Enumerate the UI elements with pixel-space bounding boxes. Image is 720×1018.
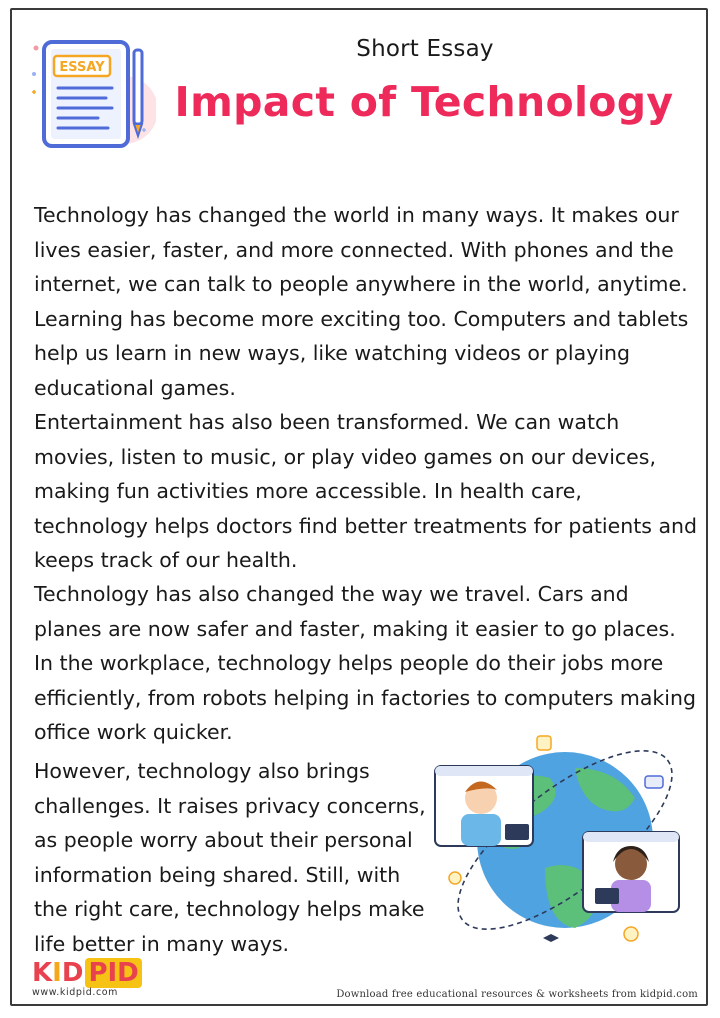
essay-paragraph-4: However, technology also brings challenges. It raises privacy concerns, as people worry about their personal information being shared. Still, with the right care, technology helps make life better in many ways.	[34, 759, 426, 956]
essay-paragraph-1: Technology has changed the world in many ways. It makes our lives easier, faster, and more connected. With phones and the internet, we can talk to people anywhere in the world, anytime. Learning has become more exciting too. Computers and tablets help us learn in new ways, like watching videos or playing educational games.	[34, 203, 689, 400]
essay-paragraph-2: Entertainment has also been transformed. We can watch movies, listen to music, or play video games on our devices, making fun activities more accessible. In health care, technology helps doctors find better treatments for patients and keeps track of our health.	[34, 410, 698, 572]
technology-globe-illustration	[425, 728, 693, 956]
logo-letter-d: D	[61, 958, 84, 988]
page-title: Impact of Technology	[174, 78, 674, 126]
logo-pid-badge: PID	[85, 958, 141, 988]
logo-url: www.kidpid.com	[32, 987, 119, 998]
essay-icon-label: ESSAY	[59, 60, 105, 75]
logo-letter-k: K	[32, 958, 53, 988]
page-subtitle: Short Essay	[356, 36, 494, 62]
logo-letter-i: I	[52, 958, 62, 988]
kidpid-logo	[32, 958, 142, 1006]
essay-tablet-icon	[28, 34, 156, 154]
essay-paragraph-3: Technology has also changed the way we travel. Cars and planes are now safer and faster, making it easier to go places. In the workplace, technology helps people do their jobs more efficiently, from robots helping in factories to computers making office work quicker.	[34, 582, 696, 744]
footer-credit: Download free educational resources & worksheets from kidpid.com	[336, 989, 698, 1000]
